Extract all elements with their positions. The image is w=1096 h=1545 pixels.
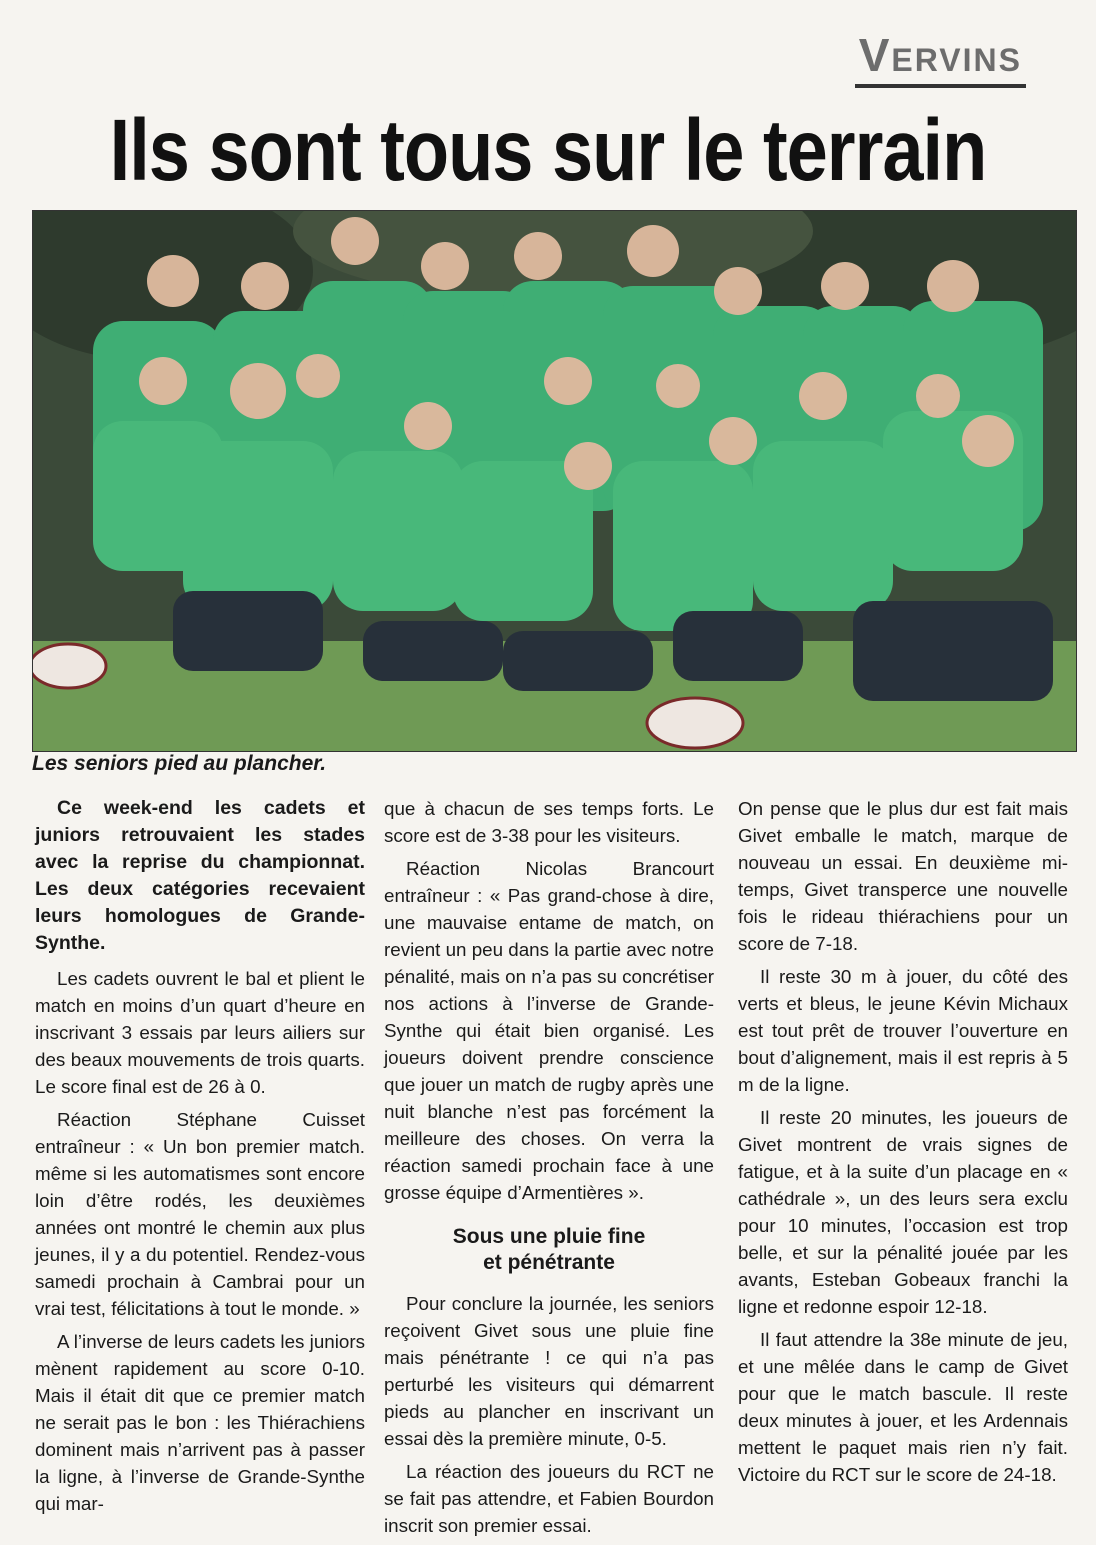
- paragraph: On pense que le plus dur est fait mais Givet emballe le match, marque de nouveau un essai. En deuxième mi-temps, Givet transperce une nouvelle fois le rideau thiérachiens pour un score de 7-18.: [738, 798, 1068, 954]
- article-column-1: [35, 795, 365, 1523]
- article-column-3: [738, 795, 1068, 1494]
- team-photo: [32, 210, 1077, 752]
- headline: Ils sont tous sur le terrain: [109, 101, 987, 200]
- paragraph: A l’inverse de leurs cadets les juniors mènent rapidement au score 0-10. Mais il était dit que ce premier match ne serait pas le bon : les Thiérachiens dominent mais n’arrivent pas à passer la ligne, à l’inverse de Grande-Synthe qui mar-: [35, 1331, 365, 1514]
- team-photo-illustration: [33, 211, 1076, 751]
- paragraph: Il reste 30 m à jouer, du côté des verts et bleus, le jeune Kévin Michaux est tout prêt de trouver l’ouverture en bout d’alignement, mais il est repris à 5 m de la ligne.: [738, 966, 1068, 1095]
- article-column-2: [384, 795, 714, 1545]
- paragraph: que à chacun de ses temps forts. Le score est de 3-38 pour les visiteurs.: [384, 798, 714, 846]
- section-name: Vervins: [855, 28, 1026, 88]
- paragraph: Réaction Stéphane Cuisset entraîneur : « Un bon premier match. même si les automatismes sont encore loin d’être rodés, les deuxièmes années ont montré le chemin aux plus jeunes, il y a du potentiel. Rendez-vous samedi prochain à Cambrai pour un vrai test, félicitations à tout le monde. »: [35, 1109, 365, 1319]
- photo-caption: Les seniors pied au plancher.: [32, 752, 327, 775]
- subheading-line-2: et pénétrante: [483, 1251, 615, 1274]
- subheading-line-1: Sous une pluie fine: [452, 1225, 646, 1248]
- article-lead: Ce week-end les cadets et juniors retrouvaient les stades avec la reprise du championnat. Les deux catégories recevaient leurs homologues de Grande-Synthe.: [35, 797, 365, 954]
- paragraph: Il reste 20 minutes, les joueurs de Givet montrent de vrais signes de fatigue, et à la suite d’un placage en « cathédrale », un des leurs sera exclu pour 10 minutes, l’occasion est trop belle, et sur la pénalité jouée par les avants, Esteban Gobeaux franchi la ligne et redonne espoir 12-18.: [738, 1107, 1068, 1317]
- paragraph: Pour conclure la journée, les seniors reçoivent Givet sous une pluie fine mais pénétrante ! ce qui n’a pas perturbé les visiteurs qui démarrent pieds au plancher en inscrivant un essai dès la première minute, 0-5.: [384, 1293, 714, 1449]
- subheading: [384, 1224, 714, 1276]
- paragraph: La réaction des joueurs du RCT ne se fait pas attendre, et Fabien Bourdon inscrit son premier essai.: [384, 1461, 714, 1536]
- paragraph: Les cadets ouvrent le bal et plient le match en moins d’un quart d’heure en inscrivant 3 essais par leurs ailiers sur des beaux mouvements de trois quarts. Le score final est de 26 à 0.: [35, 968, 365, 1097]
- paragraph: Réaction Nicolas Brancourt entraîneur : « Pas grand-chose à dire, une mauvaise entame de match, on revient un peu dans la partie avec notre pénalité, mais on n’a pas su concrétiser nos actions à l’inverse de Grande-Synthe qui était bien organisé. Les joueurs doivent prendre conscience que jouer un match de rugby après une nuit blanche n’est pas forcément la meilleure des choses. On verra la réaction samedi prochain face à une grosse équipe d’Armentières ».: [384, 858, 714, 1203]
- paragraph: Il faut attendre la 38e minute de jeu, et une mêlée dans le camp de Givet pour que le match bascule. Il reste deux minutes à jouer, et les Ardennais mettent le paquet mais rien n’y fait. Victoire du RCT sur le score de 24-18.: [738, 1329, 1068, 1485]
